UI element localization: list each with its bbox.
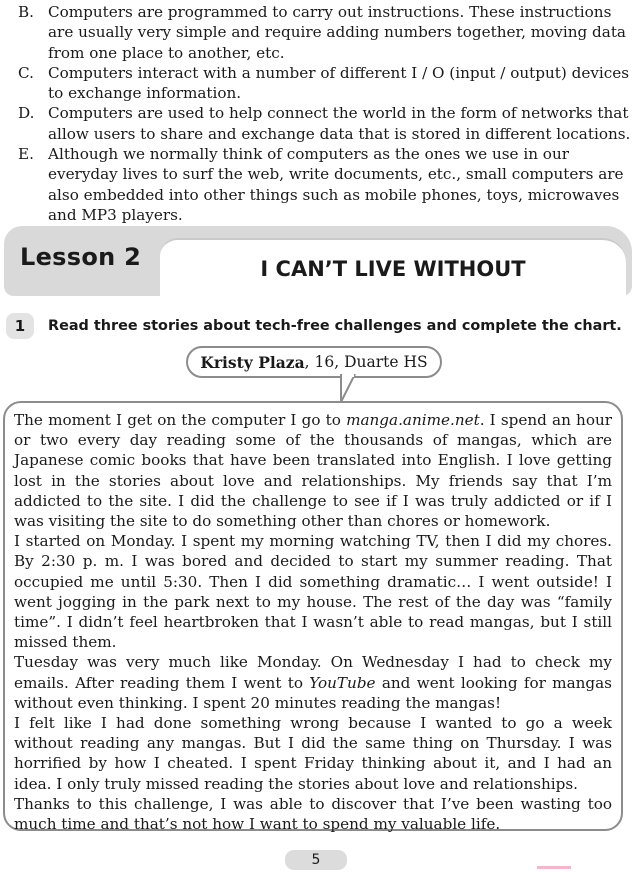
- website-name: manga.anime.net: [346, 411, 480, 429]
- item-letter: E.: [18, 145, 34, 164]
- item-text: Although we normally think of computers as the ones we use in our everyday lives to surf the web, write documents, etc., small computers are also embedded into other things such as mobile phones, toys, microwaves and MP3 players.: [48, 145, 624, 224]
- story-paragraph: I started on Monday. I spent my morning watching TV, then I did my chores. By 2:30 p. m. I was bored and decided to start my summer reading. That occupied me until 5:30. Then I did something dramatic… I went outside! I went jogging in the park next to my house. The rest of the day was “family time”. I didn’t feel heartbroken that I wasn’t able to read mangas, but I still missed them.: [14, 532, 612, 652]
- decorative-mark: [537, 866, 571, 869]
- author-speech-bubble: [186, 346, 442, 378]
- item-letter: C.: [18, 63, 34, 82]
- speech-bubble-tail: [340, 374, 356, 404]
- exercise-number-badge: 1: [6, 313, 34, 339]
- lesson-title: I CAN’T LIVE WITHOUT: [260, 257, 526, 281]
- list-item: [18, 2, 634, 63]
- item-text: Computers are programmed to carry out instructions. These instructions are usually very simple and require adding numbers together, moving data from one place to another, etc.: [48, 3, 626, 62]
- story-paragraph: I felt like I had done something wrong because I wanted to go a week without reading any mangas. But I did the same thing on Thursday. I was horrified by how I cheated. I spent Friday thinking about it, and I had an idea. I only truly missed reading the stories about love and relationships.: [14, 714, 612, 793]
- lesson-label: Lesson 2: [20, 243, 142, 271]
- story-paragraph: [14, 410, 612, 531]
- list-item: [18, 103, 634, 144]
- item-text: Computers are used to help connect the world in the form of networks that allow users to share and exchange data that is stored in different locations.: [48, 104, 631, 143]
- website-name: YouTube: [309, 673, 376, 692]
- exercise-instruction: Read three stories about tech-free challenges and complete the chart.: [48, 318, 622, 334]
- story-text: The moment I get on the computer I go to: [14, 411, 347, 429]
- story-paragraph: [14, 652, 612, 713]
- item-letter: D.: [18, 104, 35, 123]
- story-text: . I spend an hour or two every day reading some of the thousands of mangas, which are Japanese comic books that have been translated into English. I love getting lost in the stories about love and relationships. My friends say that I’m addicted to the site. I did the challenge to see if I was truly addicted or if I was visiting the site to do something other than chores or homework.: [14, 411, 613, 531]
- item-text: Computers interact with a number of different I / O (input / output) devices to exchange information.: [48, 63, 630, 103]
- story-text: and went looking for mangas without even thinking. I spent 20 minutes reading the mangas!: [14, 673, 612, 712]
- author-details: , 16, Duarte HS: [304, 353, 428, 371]
- page-number: 5: [285, 850, 347, 870]
- story-paragraph: Thanks to this challenge, I was able to discover that I’ve been wasting too much time and that’s not how I want to spend my valuable life.: [14, 794, 612, 834]
- story-text-box: [3, 401, 623, 834]
- list-item: [18, 144, 634, 225]
- answer-options-list: [18, 2, 634, 225]
- story-text: Tuesday was very much like Monday. On Wednesday I had to check my emails. After reading them I went to: [14, 653, 612, 692]
- item-letter: B.: [18, 3, 34, 21]
- list-item: [18, 63, 634, 104]
- author-name: Kristy Plaza: [200, 352, 305, 372]
